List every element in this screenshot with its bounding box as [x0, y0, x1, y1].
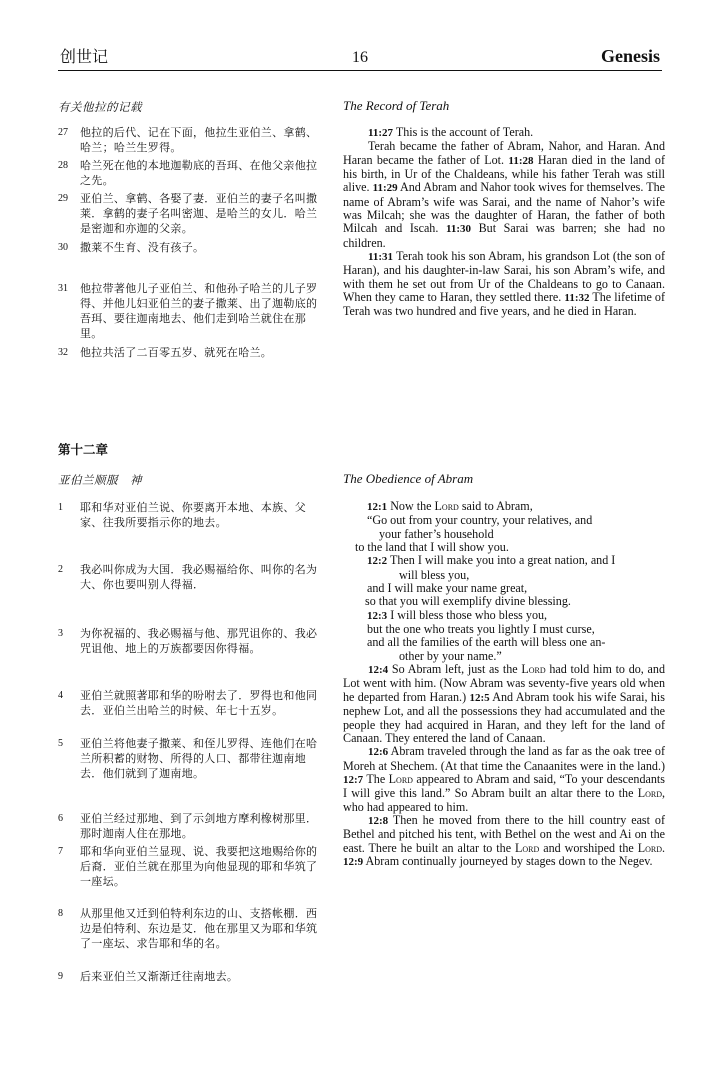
verse-number: 32 [58, 347, 68, 358]
en-text: And Abram took his wife Sarai, his nephew Lot, and all the possessions they had accumulated and the people they had acquired in Haran, and they left for the land of Canaan. They entered the land of Canaan. [343, 689, 665, 745]
poem-line: will bless you, [399, 567, 470, 582]
zh-verse-27 [58, 125, 323, 155]
verse-number: 3 [58, 628, 63, 639]
zh-verse-32 [58, 345, 323, 360]
page-number: 16 [352, 49, 368, 66]
verse-ref: 11:31 [368, 251, 394, 264]
verse-text: 亚伯兰经过那地、到了示剑地方摩利橡树那里．那时迦南人住在那地。 [80, 812, 318, 840]
poem-line: other by your name.” [399, 648, 502, 663]
verse-text: 耶和华对亚伯兰说、你要离开本地、本族、父家、往我所要指示你的地去。 [80, 501, 306, 529]
verse-number: 5 [58, 738, 63, 749]
en-text: . [661, 840, 665, 855]
lord-smallcaps: Lord [515, 840, 540, 855]
en-text: had told him to do, and Lot went with him. (Now Abram was seventy-five years old when he departed from Haran.) [343, 662, 665, 704]
verse-text: 他拉的后代、记在下面，他拉生亚伯兰、拿鹤、哈兰；哈兰生罗得。 [80, 126, 318, 154]
en-section2-text [343, 500, 665, 869]
en-text: The [366, 771, 389, 786]
en-text: So Abram left, just as the [391, 662, 522, 677]
poem-line [367, 554, 665, 568]
verse-number: 1 [58, 502, 63, 513]
en-text: But Sarai was barren; she had no children. [343, 221, 665, 250]
verse-number: 4 [58, 690, 63, 701]
verse-text: 亚伯兰将他妻子撒莱、和侄儿罗得、连他们在哈兰所积蓄的财物、所得的人口、都带往迦南地去．他们就到了迦南地。 [80, 737, 318, 780]
lord-smallcaps: Lord [521, 662, 546, 677]
en-section1-text [343, 126, 665, 319]
verse-text: 他拉带著他儿子亚伯兰、和他孙子哈兰的儿子罗得、并他儿妇亚伯兰的妻子撒莱、出了迦勒底的吾珥、要往迦南地去、他们走到哈兰就住在那里。 [80, 282, 318, 340]
verse-ref: 12:6 [368, 746, 389, 759]
zh-verse-30 [58, 240, 323, 255]
verse-ref: 11:29 [372, 182, 398, 195]
verse-number: 6 [58, 813, 63, 824]
zh-verse-8 [58, 906, 323, 951]
verse-ref: 12:8 [368, 814, 389, 827]
poem-line [367, 609, 665, 623]
poem-line: to the land that I will show you. [355, 540, 509, 555]
en-text: And Abram and Nahor took wives for themselves. The name of Abram’s wife was Sarai, and the name of Nahor’s wife was Milcah; she was the daughter of Haran, the father of both Milcah and Iscah. [343, 180, 665, 236]
verse-text: 从那里他又迁到伯特利东边的山、支搭帐棚．西边是伯特利、东边是艾．他在那里又为耶和华筑了一座坛、求告耶和华的名。 [80, 907, 318, 950]
header-book-chinese: 创世记 [60, 47, 109, 66]
poem-line: “Go out from your country, your relatives, and [367, 513, 593, 528]
en-text: appeared to Abram and said, “To your descendants I will give this land.” So Abram built an altar there to the [343, 771, 665, 801]
verse-ref: 11:28 [508, 154, 534, 167]
verse-text: 为你祝福的、我必赐福与他、那咒诅你的、我必咒诅他、地上的万族都要因你得福。 [80, 627, 318, 655]
verse-text: 亚伯兰就照著耶和华的吩咐去了．罗得也和他同去．亚伯兰出哈兰的时候、年七十五岁。 [80, 689, 318, 717]
verse-ref: 12:7 [343, 773, 364, 786]
en-paragraph [343, 140, 665, 250]
verse-ref: 12:1 [367, 501, 388, 513]
verse-text: 撒莱不生育、没有孩子。 [80, 241, 205, 254]
zh-verse-5 [58, 736, 323, 781]
en-text: , who had appeared to him. [343, 786, 665, 814]
verse-number: 30 [58, 242, 68, 253]
en-text: This is the account of Terah. [395, 125, 534, 139]
en-text: Then he moved from there to the hill country east of Bethel and pitched his tent, with Bethel on the west and Ai on the east. There he built an altar to the [343, 812, 665, 855]
en-paragraph [343, 745, 665, 814]
verse-ref: 12:4 [368, 664, 389, 677]
verse-number: 8 [58, 908, 63, 919]
en-text: Haran died in the land of his birth, in Ur of the Chaldeans, while his father Terah was still alive. [343, 152, 666, 195]
en-paragraph [343, 250, 665, 319]
lord-smallcaps: Lord [388, 771, 413, 786]
en-paragraph [343, 814, 665, 869]
en-text: Abram traveled through the land as far as the oak tree of Moreh at Shechem. (At that time the Canaanites were in the land.) [343, 744, 665, 773]
lord-smallcaps: Lord [637, 786, 662, 801]
verse-text: 哈兰死在他的本地迦勒底的吾珥、在他父亲他拉之先。 [80, 159, 318, 187]
zh-verse-1 [58, 500, 323, 530]
en-paragraph [343, 663, 665, 745]
zh-verse-31 [58, 281, 323, 341]
verse-ref: 12:2 [367, 555, 388, 568]
verse-text: 耶和华向亚伯兰显现、说、我要把这地赐给你的后裔．亚伯兰就在那里为向他显现的耶和华筑了一座坛。 [80, 845, 318, 888]
verse-number: 9 [58, 971, 63, 982]
verse-number: 27 [58, 127, 68, 138]
en-text: Now the [390, 499, 435, 513]
header-book-english: Genesis [600, 46, 660, 66]
zh-verse-4 [58, 688, 323, 718]
verse-text: 他拉共活了二百零五岁、就死在哈兰。 [80, 346, 273, 359]
poem-line: and I will make your name great, [367, 581, 528, 596]
verse-text: 后来亚伯兰又渐渐迁往南地去。 [80, 970, 239, 983]
verse-ref: 12:9 [343, 855, 364, 868]
page-header [58, 44, 662, 71]
poem-line: so that you will exemplify divine blessing. [365, 594, 571, 609]
zh-verse-6 [58, 811, 323, 841]
verse-text: 我必叫你成为大国．我必赐福给你、叫你的名为大、你也要叫别人得福． [80, 563, 318, 591]
en-text: Then I will make you into a great nation, and I [389, 553, 616, 568]
section-title-zh: 有关他拉的记载 [58, 100, 142, 114]
verse-text: 亚伯兰、拿鹤、各娶了妻．亚伯兰的妻子名叫撒莱．拿鹤的妻子名叫密迦、是哈兰的女儿．哈兰是密迦和亦迦的父亲。 [80, 192, 318, 235]
zh-verse-2 [58, 562, 323, 592]
section-title-zh: 亚伯兰顺服 神 [58, 473, 142, 487]
poem-line [367, 500, 665, 514]
poem-block [343, 500, 665, 663]
zh-verse-3 [58, 626, 323, 656]
en-text: Abram continually journeyed by stages down to the Negev. [365, 853, 653, 868]
verse-number: 2 [58, 564, 63, 575]
verse-number: 29 [58, 193, 68, 204]
lord-smallcaps: Lord [637, 840, 662, 855]
en-text: The lifetime of Terah was two hundred and five years, and he died in Haran. [343, 290, 666, 319]
zh-verse-9 [58, 969, 323, 984]
section-title-en: The Record of Terah [343, 98, 450, 113]
section-title-en: The Obedience of Abram [343, 471, 474, 486]
zh-verse-28 [58, 158, 323, 188]
verse-number: 31 [58, 283, 68, 294]
verse-ref: 11:30 [445, 223, 472, 236]
zh-verse-7 [58, 844, 323, 889]
verse-number: 28 [58, 160, 68, 171]
en-text: Terah became the father of Abram, Nahor, and Haran. And Haran became the father of Lot. [343, 139, 665, 167]
verse-ref: 11:27 [368, 127, 394, 139]
zh-verse-29 [58, 191, 323, 236]
en-text: Terah took his son Abram, his grandson Lot (the son of Haran), and his daughter-in-law Sarai, his son Abram’s wife, and with them he set out from Ur of the Chaldeans to go to Canaan. When they came to Haran, they settled there. [343, 249, 665, 305]
poem-line: and all the families of the earth will bless one an- [367, 635, 606, 650]
verse-ref: 12:5 [469, 691, 490, 704]
verse-ref: 12:3 [367, 609, 388, 622]
en-paragraph [343, 126, 665, 140]
chapter-heading: 第十二章 [58, 442, 109, 457]
verse-number: 7 [58, 846, 63, 857]
en-text: and worshiped the [539, 840, 638, 855]
en-text: said to Abram, [458, 499, 533, 513]
en-text: I will bless those who bless you, [390, 607, 548, 622]
poem-line: but the one who treats you lightly I must curse, [367, 622, 595, 637]
verse-ref: 11:32 [564, 292, 590, 305]
poem-line: your father’s household [379, 526, 494, 541]
lord-smallcaps: Lord [434, 499, 459, 513]
